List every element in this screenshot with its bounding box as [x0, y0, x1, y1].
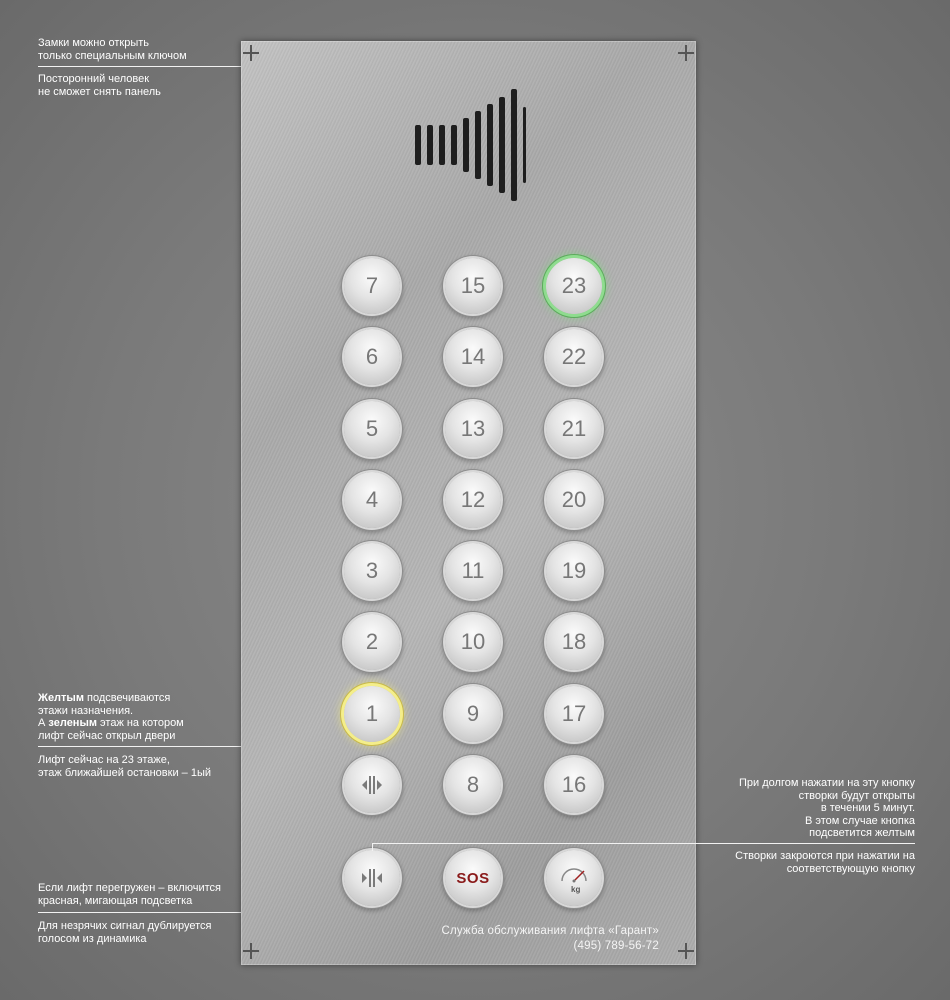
floor-button-20[interactable]: [546, 472, 602, 528]
floor-button-label: 7: [365, 273, 379, 298]
long-press-note: [739, 777, 915, 840]
floor-button-label: 5: [365, 416, 379, 441]
locks-note: [38, 37, 187, 62]
floor-button-11[interactable]: [445, 543, 501, 599]
overload-note: [38, 882, 221, 907]
speaker-grille-icon: [413, 85, 543, 225]
floor-button-label: 14: [460, 344, 486, 369]
floor-button-label: 11: [461, 558, 485, 583]
overload-indicator-button[interactable]: [546, 850, 602, 906]
floor-button-7[interactable]: [344, 258, 400, 314]
floor-button-22[interactable]: [546, 329, 602, 385]
locks-note-line2: только специальным ключом: [38, 49, 187, 62]
floor-button-label: 12: [460, 487, 486, 512]
floor-button-14[interactable]: [445, 329, 501, 385]
screw-icon: [678, 45, 694, 61]
floor-button-label: 20: [561, 487, 587, 512]
floor-button-label: 23: [561, 273, 587, 298]
close-doors-note: [735, 850, 915, 875]
floor-button-4[interactable]: [344, 472, 400, 528]
speaker-bar: [415, 125, 421, 165]
floor-button-label: 18: [561, 629, 587, 654]
floor-button-10[interactable]: [445, 614, 501, 670]
blind-note: [38, 920, 212, 945]
screw-icon: [243, 943, 259, 959]
blind-line2: голосом из динамика: [38, 932, 147, 945]
service-phone: (495) 789-56-72: [573, 940, 659, 952]
overload-line2: красная, мигающая подсветка: [38, 894, 193, 907]
floor-button-9[interactable]: [445, 686, 501, 742]
floor-button-label: 10: [460, 629, 486, 654]
floor-button-15[interactable]: [445, 258, 501, 314]
floor-button-label: 15: [460, 273, 486, 298]
speaker-bar: [499, 97, 505, 193]
panel-removal-note: [38, 73, 161, 98]
speaker-bar: [427, 125, 433, 165]
floor-button-1[interactable]: [344, 686, 400, 742]
floor-button-16[interactable]: [546, 757, 602, 813]
long-press-leader-line: [372, 843, 915, 844]
panel-removal-line1: Посторонний человек: [38, 73, 150, 85]
weight-label: kg: [571, 885, 581, 894]
speaker-bar: [451, 125, 457, 165]
speaker-bar: [523, 107, 526, 183]
speaker-bar: [511, 89, 517, 201]
elevator-panel: [241, 41, 696, 965]
close-doors-line1: Створки закроются при нажатии на: [735, 850, 915, 862]
highlight-line4: лифт сейчас открыл двери: [38, 729, 176, 742]
speaker-bar: [475, 111, 481, 179]
overload-line1: Если лифт перегружен – включится: [38, 882, 221, 894]
floor-button-label: 17: [561, 701, 587, 726]
floor-button-23[interactable]: [546, 258, 602, 314]
floor-button-3[interactable]: [344, 543, 400, 599]
floor-button-label: 13: [460, 416, 486, 441]
long-press-line3: в течении 5 минут.: [820, 802, 915, 814]
floor-button-2[interactable]: [344, 614, 400, 670]
floor-button-label: 8: [466, 772, 480, 797]
service-info: [441, 924, 659, 954]
highlight-line2: этажи назначения.: [38, 704, 134, 717]
speaker-bar: [439, 125, 445, 165]
doors-open-icon: [359, 866, 385, 890]
screw-icon: [678, 943, 694, 959]
locks-leader-line: [38, 66, 251, 67]
floor-button-label: 19: [561, 558, 587, 583]
floor-button-5[interactable]: [344, 401, 400, 457]
highlight-line1-rest: подсвечиваются: [83, 692, 171, 704]
floor-button-label: 9: [466, 701, 480, 726]
highlight-note: [38, 692, 184, 742]
current-state-line2: этаж ближайшей остановки – 1ый: [38, 766, 211, 779]
long-press-line5: подсветится желтым: [809, 827, 915, 839]
sos-button[interactable]: [445, 850, 501, 906]
floor-button-label: 2: [365, 629, 379, 654]
floor-button-label: 16: [561, 772, 587, 797]
highlight-yellow-word: Желтым: [38, 692, 84, 704]
long-press-line1: При долгом нажатии на эту кнопку: [739, 777, 915, 789]
floor-button-13[interactable]: [445, 401, 501, 457]
highlight-green-word: зеленым: [48, 717, 97, 729]
long-press-line4: В этом случае кнопка: [805, 814, 915, 827]
open-doors-button[interactable]: [344, 850, 400, 906]
floor-button-19[interactable]: [546, 543, 602, 599]
floor-button-label: 1: [365, 701, 379, 726]
locks-note-line1: Замки можно открыть: [38, 37, 150, 49]
current-state-line1: Лифт сейчас на 23 этаже,: [38, 754, 170, 766]
floor-button-6[interactable]: [344, 329, 400, 385]
current-state-note: [38, 754, 211, 779]
floor-button-8[interactable]: [445, 757, 501, 813]
floor-button-label: 3: [365, 558, 379, 583]
speaker-bar: [463, 118, 469, 172]
long-press-line2: створки будут открыты: [798, 789, 915, 802]
panel-removal-line2: не сможет снять панель: [38, 85, 161, 98]
highlight-line3-prefix: А: [38, 717, 49, 729]
highlight-line3: [38, 717, 184, 730]
floor-button-12[interactable]: [445, 472, 501, 528]
close-doors-button[interactable]: [344, 757, 400, 813]
screw-icon: [243, 45, 259, 61]
service-name: Служба обслуживания лифта «Гарант»: [441, 925, 659, 937]
highlight-line3-rest: этаж на котором: [96, 717, 184, 729]
floor-button-label: 21: [561, 416, 587, 441]
highlight-line1: [38, 692, 184, 705]
floor-button-21[interactable]: [546, 401, 602, 457]
floor-button-label: 4: [365, 487, 379, 512]
long-press-leader-tick: [372, 843, 373, 851]
sos-label: SOS: [456, 869, 490, 887]
close-doors-line2: соответствующую кнопку: [786, 862, 915, 875]
speaker-bar: [487, 104, 493, 186]
doors-close-icon: [359, 773, 385, 797]
floor-button-18[interactable]: [546, 614, 602, 670]
floor-button-label: 22: [561, 344, 587, 369]
floor-button-17[interactable]: [546, 686, 602, 742]
blind-line1: Для незрячих сигнал дублируется: [38, 920, 212, 932]
floor-button-label: 6: [365, 344, 379, 369]
